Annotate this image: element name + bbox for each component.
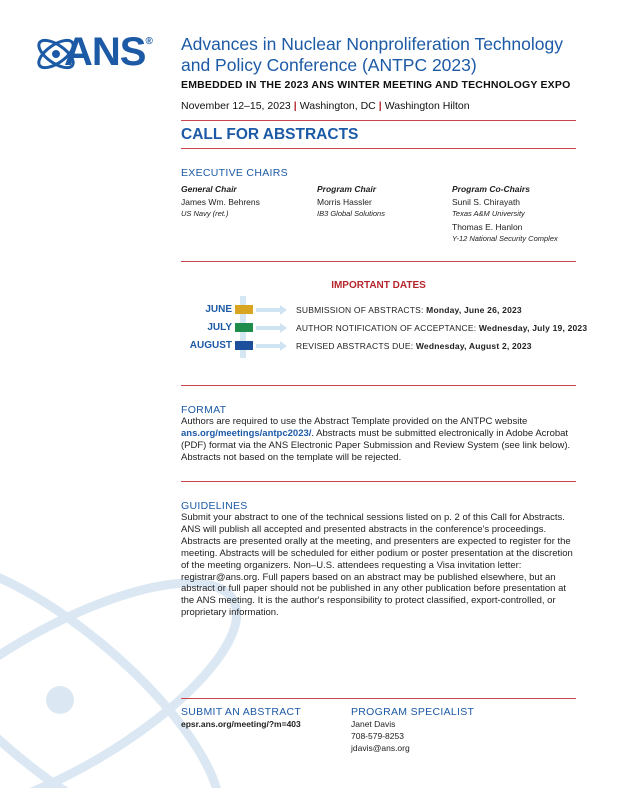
format-heading: FORMAT: [181, 404, 227, 416]
month-june: JUNE: [205, 304, 232, 315]
executive-chairs-heading: EXECUTIVE CHAIRS: [181, 167, 288, 179]
guidelines-heading: GUIDELINES: [181, 500, 248, 512]
date-item-revised: REVISED ABSTRACTS DUE: Wednesday, August 2, 2023: [296, 341, 532, 351]
date-location-line: November 12–15, 2023 | Washington, DC | Washington Hilton: [181, 100, 470, 112]
specialist-phone: 708-579-8253: [351, 731, 404, 741]
divider: [181, 148, 576, 149]
general-chair: General Chair James Wm. Behrens US Navy (ret.): [181, 184, 260, 218]
important-dates-heading: IMPORTANT DATES: [331, 280, 426, 291]
program-chair: Program Chair Morris Hassler IB3 Global Solutions: [317, 184, 385, 218]
arrow-icon: [256, 326, 280, 330]
specialist-name: Janet Davis: [351, 719, 396, 729]
specialist-heading: PROGRAM SPECIALIST: [351, 706, 475, 718]
arrow-icon: [256, 344, 280, 348]
month-july: JULY: [207, 322, 232, 333]
submit-heading: SUBMIT AN ABSTRACT: [181, 706, 302, 718]
divider: [181, 261, 576, 262]
date-item-submission: SUBMISSION OF ABSTRACTS: Monday, June 26, 2023: [296, 305, 522, 315]
month-august: AUGUST: [189, 340, 232, 351]
program-cochairs: Program Co-Chairs Sunil S. Chirayath Texas A&M University Thomas E. Hanlon Y-12 National Security Complex: [452, 184, 558, 243]
conference-location: Washington, DC: [299, 100, 376, 112]
divider: [181, 120, 576, 121]
arrow-icon: [256, 308, 280, 312]
date-item-notification: AUTHOR NOTIFICATION OF ACCEPTANCE: Wednesday, July 19, 2023: [296, 323, 588, 333]
conference-title: Advances in Nuclear Nonproliferation Technology and Policy Conference (ANTPC 2023): [181, 34, 563, 75]
conference-date: November 12–15, 2023: [181, 100, 291, 112]
conference-subtitle: EMBEDDED IN THE 2023 ANS WINTER MEETING AND TECHNOLOGY EXPO: [181, 79, 571, 91]
page-title: CALL FOR ABSTRACTS: [181, 126, 359, 143]
submission-link[interactable]: epsr.ans.org/meeting/?m=403: [181, 719, 301, 729]
arrow-head-icon: [280, 341, 287, 351]
divider: [181, 481, 576, 482]
antpc-website-link[interactable]: ans.org/meetings/antpc2023/: [181, 427, 312, 439]
conference-venue: Washington Hilton: [384, 100, 470, 112]
divider: [181, 698, 576, 699]
june-marker: [235, 305, 253, 314]
august-marker: [235, 341, 253, 350]
divider: [181, 385, 576, 386]
format-text: Authors are required to use the Abstract Template provided on the ANTPC website ans.org/meetings/antpc2023/. Abstracts must be submitted electronically in Adobe Acrobat (PDF) format via the ANS Electronic Paper Submission and Review System (see link below). Abstracts not based on the template will be rejected.: [181, 416, 571, 463]
guidelines-text: Submit your abstract to one of the technical sessions listed on p. 2 of this Call for Abstracts. ANS will publish all accepted and presented abstracts in the conference's proceedings. Abstracts are presented orally at the meeting, and presenters are expected to register for the meeting. Abstracts will be scheduled for either podium or poster presentation at the discretion of the meeting organizers. Non–U.S. attendees requesting a Visa invitation letter: registrar@ans.org. Full papers based on an abstract may be published elsewhere, but an abstract or full paper should not be published in any other publication before presentation at the ANS meeting. It is the author's responsibility to protect classified, export-controlled, or proprietary information.: [181, 512, 573, 619]
july-marker: [235, 323, 253, 332]
arrow-head-icon: [280, 305, 287, 315]
ans-logo[interactable]: ANS®: [64, 30, 152, 74]
specialist-email[interactable]: jdavis@ans.org: [351, 743, 410, 753]
arrow-head-icon: [280, 323, 287, 333]
